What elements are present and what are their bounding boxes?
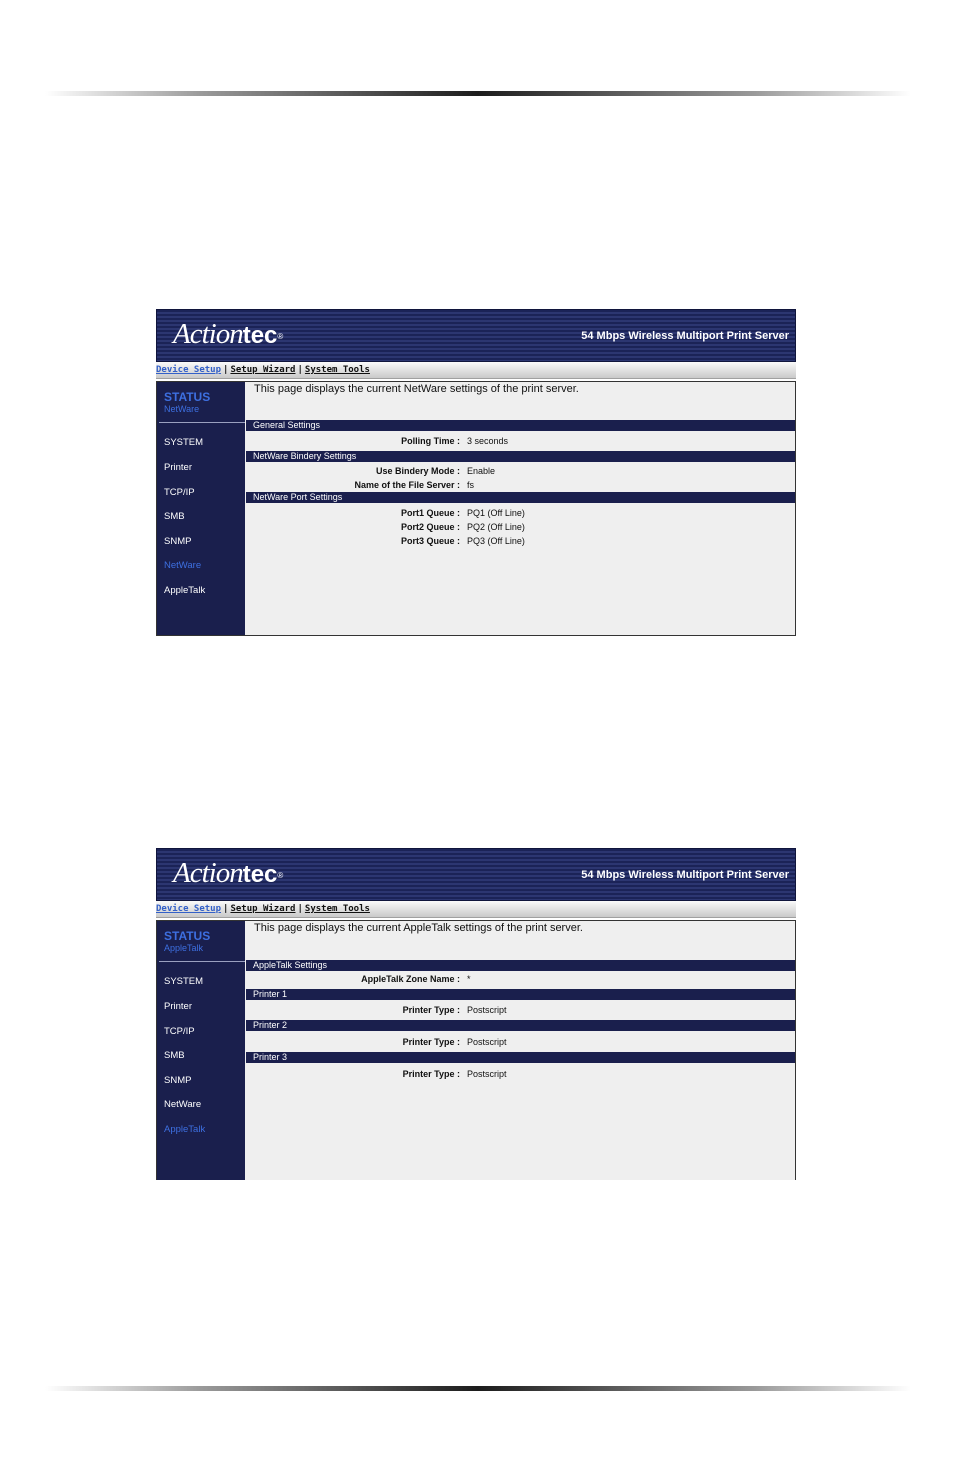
nav-device-setup[interactable]: Device Setup bbox=[156, 365, 222, 375]
printer1-type-label: Printer Type : bbox=[402, 1005, 460, 1015]
section-header-printer2: Printer 2 bbox=[246, 1020, 795, 1031]
printer1-type-value: Postscript bbox=[467, 1005, 507, 1015]
polling-time-value: 3 seconds bbox=[467, 436, 509, 446]
status-content bbox=[246, 921, 795, 1180]
appletalk-status-screenshot bbox=[156, 848, 796, 1181]
port1-queue-label: Port1 Queue : bbox=[400, 508, 460, 518]
sidebar-item-printer[interactable]: Printer bbox=[164, 1001, 192, 1012]
nav-system-tools[interactable]: System Tools bbox=[304, 904, 370, 914]
sidebar-item-smb[interactable]: SMB bbox=[164, 511, 185, 522]
header-banner bbox=[156, 848, 796, 901]
sidebar-item-system[interactable]: SYSTEM bbox=[164, 437, 204, 448]
port3-queue-value: PQ3 (Off Line) bbox=[467, 536, 525, 546]
polling-time-label: Polling Time : bbox=[401, 436, 460, 446]
file-server-value: fs bbox=[467, 480, 475, 490]
bindery-mode-label: Use Bindery Mode : bbox=[375, 466, 460, 476]
status-content bbox=[246, 382, 795, 635]
sidebar-item-printer[interactable]: Printer bbox=[164, 462, 192, 473]
nav-separator: | bbox=[297, 904, 303, 914]
sidebar-status-title: STATUS bbox=[164, 929, 211, 943]
sidebar-item-system[interactable]: SYSTEM bbox=[164, 976, 204, 987]
sidebar bbox=[157, 382, 245, 635]
nav-setup-wizard[interactable]: Setup Wizard bbox=[230, 904, 296, 914]
section-header-bindery: NetWare Bindery Settings bbox=[246, 451, 795, 462]
printer3-type-value: Postscript bbox=[467, 1069, 507, 1079]
page-intro: This page displays the current NetWare settings of the print server. bbox=[254, 383, 579, 395]
sidebar-item-smb[interactable]: SMB bbox=[164, 1050, 185, 1061]
top-nav bbox=[156, 901, 796, 918]
sidebar-status-subtitle: AppleTalk bbox=[164, 943, 204, 953]
nav-separator: | bbox=[223, 904, 229, 914]
zone-name-label: AppleTalk Zone Name : bbox=[361, 974, 460, 984]
product-title: 54 Mbps Wireless Multiport Print Server bbox=[581, 869, 789, 881]
sidebar-divider bbox=[159, 422, 245, 423]
actiontec-logo: Actiontec® bbox=[173, 318, 283, 350]
sidebar-item-snmp[interactable]: SNMP bbox=[164, 1075, 192, 1086]
printer3-type-label: Printer Type : bbox=[402, 1069, 460, 1079]
netware-status-screenshot bbox=[156, 309, 796, 637]
sidebar-item-netware[interactable]: NetWare bbox=[164, 560, 202, 571]
sidebar-status-title: STATUS bbox=[164, 390, 211, 404]
port2-queue-value: PQ2 (Off Line) bbox=[467, 522, 525, 532]
header-banner bbox=[156, 309, 796, 362]
section-header-printer1: Printer 1 bbox=[246, 989, 795, 1000]
nav-separator: | bbox=[297, 365, 303, 375]
product-title: 54 Mbps Wireless Multiport Print Server bbox=[581, 330, 789, 342]
bindery-mode-value: Enable bbox=[467, 466, 496, 476]
actiontec-logo: Actiontec® bbox=[173, 857, 283, 889]
section-header-printer3: Printer 3 bbox=[246, 1052, 795, 1063]
content-panel bbox=[156, 920, 796, 1180]
top-rule bbox=[45, 91, 911, 96]
sidebar-item-tcpip[interactable]: TCP/IP bbox=[164, 1026, 195, 1037]
printer2-type-value: Postscript bbox=[467, 1037, 507, 1047]
sidebar bbox=[157, 921, 245, 1180]
nav-setup-wizard[interactable]: Setup Wizard bbox=[230, 365, 296, 375]
sidebar-item-appletalk[interactable]: AppleTalk bbox=[164, 585, 206, 596]
zone-name-value: * bbox=[467, 974, 471, 984]
port2-queue-label: Port2 Queue : bbox=[400, 522, 460, 532]
file-server-label: Name of the File Server : bbox=[354, 480, 460, 490]
nav-device-setup[interactable]: Device Setup bbox=[156, 904, 222, 914]
page-intro: This page displays the current AppleTalk settings of the print server. bbox=[254, 922, 583, 934]
nav-system-tools[interactable]: System Tools bbox=[304, 365, 370, 375]
section-header-appletalk: AppleTalk Settings bbox=[246, 960, 795, 971]
port3-queue-label: Port3 Queue : bbox=[400, 536, 460, 546]
sidebar-divider bbox=[159, 961, 245, 962]
sidebar-item-netware[interactable]: NetWare bbox=[164, 1099, 202, 1110]
sidebar-item-appletalk[interactable]: AppleTalk bbox=[164, 1124, 206, 1135]
section-header-general: General Settings bbox=[246, 420, 795, 431]
top-nav bbox=[156, 362, 796, 379]
printer2-type-label: Printer Type : bbox=[402, 1037, 460, 1047]
bottom-rule bbox=[45, 1386, 911, 1391]
sidebar-item-tcpip[interactable]: TCP/IP bbox=[164, 487, 195, 498]
port1-queue-value: PQ1 (Off Line) bbox=[467, 508, 525, 518]
section-header-port: NetWare Port Settings bbox=[246, 492, 795, 503]
nav-separator: | bbox=[223, 365, 229, 375]
content-panel bbox=[156, 381, 796, 636]
sidebar-item-snmp[interactable]: SNMP bbox=[164, 536, 192, 547]
sidebar-status-subtitle: NetWare bbox=[164, 404, 200, 414]
